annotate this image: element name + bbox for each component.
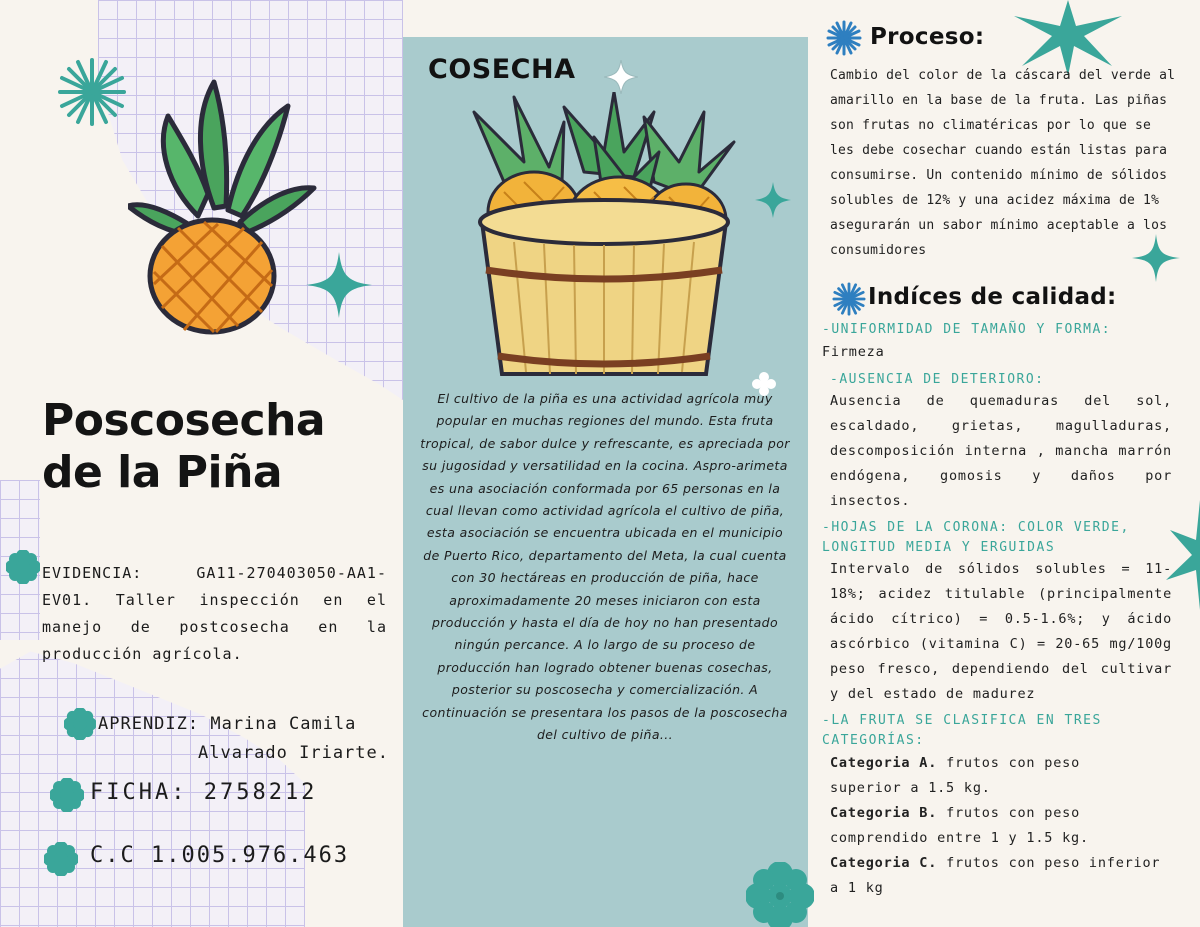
category-a-text: frutos con peso superior a 1.5 kg. — [830, 755, 1080, 796]
sparkle-icon — [306, 252, 372, 318]
apprentice-label: APRENDIZ: Marina Camila — [98, 714, 357, 734]
sparkle-icon — [1132, 234, 1180, 282]
category-c-text: frutos con peso inferior a 1 kg — [830, 855, 1161, 896]
uniformidad-text: Firmeza — [822, 344, 885, 360]
title-line-2: de la Piña — [42, 447, 283, 498]
apprentice-name: Alvarado Iriarte. — [198, 743, 389, 763]
category-b-text: frutos con peso comprendido entre 1 y 1.5 kg. — [830, 805, 1089, 846]
deterioro-text: Ausencia de quemaduras del sol, escaldado, grietas, magulladuras, descomposición interna , mancha marrón endógena, gomosis y daños por insectos. — [830, 393, 1172, 509]
deterioro-heading: -AUSENCIA DE DETERIORO: — [830, 372, 1045, 387]
starburst-icon — [826, 20, 862, 56]
category-a — [830, 751, 1160, 801]
fruta-heading: -LA FRUTA SE CLASIFICA EN TRES CATEGORÍAS: — [822, 713, 1102, 748]
title-line-1: Poscosecha — [42, 395, 326, 446]
category-b — [830, 801, 1160, 851]
starburst-icon — [1166, 500, 1200, 610]
basket-illustration — [454, 92, 754, 384]
uniformidad-heading: -UNIFORMIDAD DE TAMAÑO Y FORMA: — [822, 322, 1112, 337]
category-b-label: Categoria B. — [830, 805, 938, 821]
flower-icon — [6, 550, 40, 584]
sparkle-icon — [755, 182, 791, 218]
starburst-icon — [56, 56, 128, 128]
category-c-label: Categoria C. — [830, 855, 938, 871]
ficha-number: FICHA: 2758212 — [90, 780, 318, 805]
hojas-text: Intervalo de sólidos solubles = 11-18%; acidez titulable (principalmente ácido cítrico) = 0.5-1.6%; y ácido ascórbico (vitamina C) = 20-65 mg/100g peso fresco, dependiendo del cultivar y del estado de madurez — [830, 561, 1172, 702]
hojas-heading: -HOJAS DE LA CORONA: COLOR VERDE, LONGITUD MEDIA Y ERGUIDAS — [822, 520, 1130, 555]
page-title — [42, 395, 392, 499]
pineapple-illustration — [128, 76, 318, 338]
evidence-text: EVIDENCIA: GA11-270403050-AA1-EV01. Taller inspección en el manejo de postcosecha en la producción agrícola. — [42, 564, 387, 663]
category-c — [830, 851, 1170, 901]
starburst-icon — [832, 282, 866, 316]
flower-icon — [44, 842, 78, 876]
apprentice-info — [98, 710, 398, 768]
category-a-label: Categoria A. — [830, 755, 938, 771]
flower-icon — [50, 778, 84, 812]
flower-icon — [746, 862, 814, 927]
proceso-text: Cambio del color de la cáscara del verde al amarillo en la base de la fruta. Las piñas son frutas no climatéricas por lo que se les debe cosechar cuando están listas para consumirse. Un contenido mínimo de sólidos solubles de 12% y una acidez máxima de 1% asegurarán un sabor mínimo aceptable a los consumidores — [830, 68, 1176, 258]
flower-icon — [64, 708, 96, 740]
proceso-heading: Proceso: — [870, 24, 985, 50]
sparkle-icon — [604, 60, 638, 94]
id-number: C.C 1.005.976.463 — [90, 843, 350, 868]
cosecha-body: El cultivo de la piña es una actividad agrícola muy popular en muchas regiones del mundo. Esta fruta tropical, de sabor dulce y refrescante, es apreciada por su jugosidad y versatilidad en la cocina. Aspro-arimeta es una asociación conformada por 65 personas en la cual llevan como actividad agrícola el cultivo de piña, esta asociación se encuentra ubicada en el municipio de Puerto Rico, departamento del Meta, la cual cuenta con 30 hectáreas en producción de piña, hace aproximadamente 20 meses iniciaron con esta producción y hasta el día de hoy no han presentado ningún percance. A lo largo de su proceso de producción han logrado obtener buenas cosechas, posterior su poscosecha y comercialización. A continuación se presentara los pasos de la poscosecha del cultivo de piña... — [420, 391, 790, 743]
calidad-heading: Indíces de calidad: — [868, 284, 1117, 310]
cosecha-title: COSECHA — [428, 54, 576, 85]
